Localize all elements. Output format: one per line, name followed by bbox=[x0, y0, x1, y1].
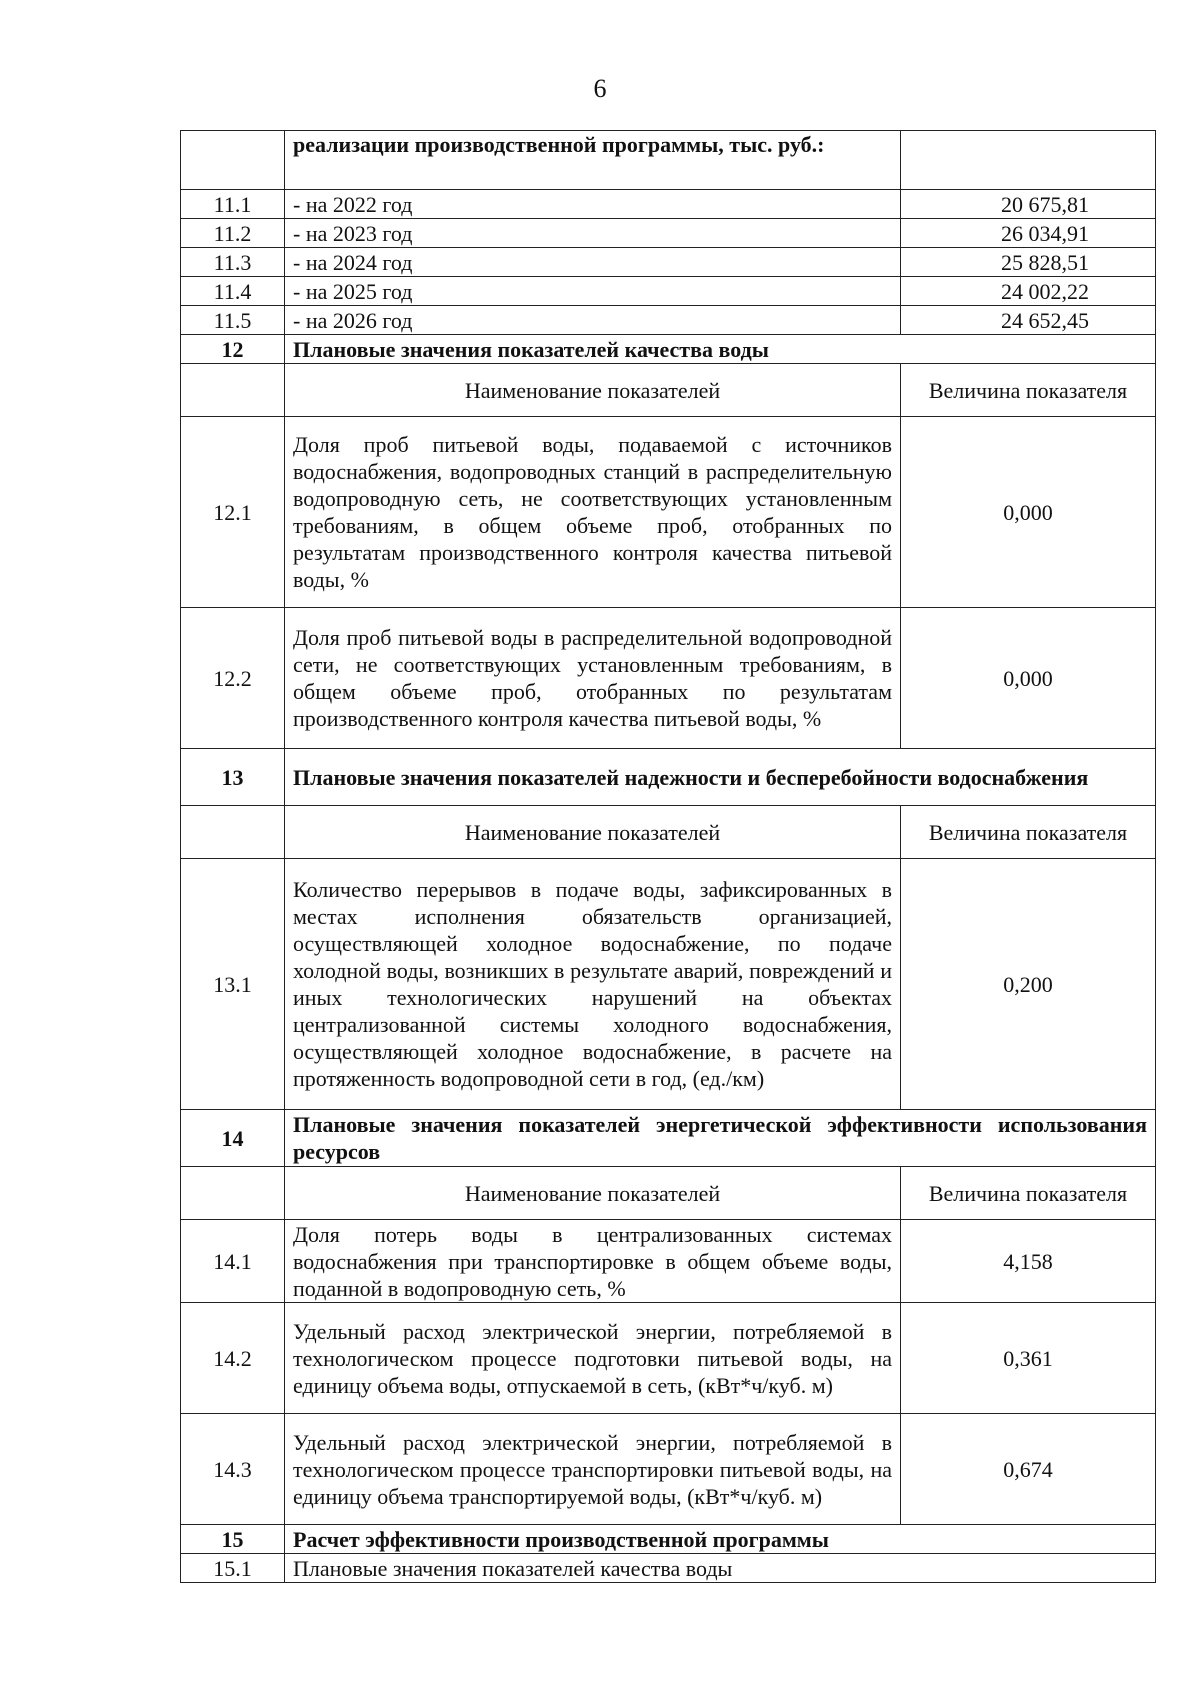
section-row-15 bbox=[181, 1525, 1156, 1554]
row-number: 14.1 bbox=[181, 1220, 285, 1303]
section-title: Плановые значения показателей энергетической эффективности использования ресурсов bbox=[285, 1110, 1156, 1167]
row-number: 11.5 bbox=[181, 306, 285, 335]
section-row-13 bbox=[181, 749, 1156, 806]
column-header-value: Величина показателя bbox=[901, 1167, 1156, 1220]
row-label: - на 2023 год bbox=[285, 219, 901, 248]
row-value: 20 675,81 bbox=[901, 190, 1156, 219]
row-label: - на 2026 год bbox=[285, 306, 901, 335]
row-label: Удельный расход электрической энергии, потребляемой в технологическом процессе подготовки питьевой воды, на единицу объема воды, отпускаемой в сеть, (кВт*ч/куб. м) bbox=[285, 1303, 901, 1414]
table-row bbox=[181, 608, 1156, 749]
row-label: Количество перерывов в подаче воды, зафиксированных в местах исполнения обязательств организацией, осуществляющей холодное водоснабжение, по подаче холодной воды, возникших в результате аварий, повреждений и иных технологических нарушений на объектах централизованной системы холодного водоснабжения, осуществляющей холодное водоснабжение, в расчете на протяженность водопроводной сети в год, (ед./км) bbox=[285, 859, 901, 1110]
row-value: 25 828,51 bbox=[901, 248, 1156, 277]
row-number: 13.1 bbox=[181, 859, 285, 1110]
table-row bbox=[181, 219, 1156, 248]
row-number: 11.4 bbox=[181, 277, 285, 306]
row-number: 14.3 bbox=[181, 1414, 285, 1525]
row-label: Удельный расход электрической энергии, потребляемой в технологическом процессе транспортировки питьевой воды, на единицу объема транспортируемой воды, (кВт*ч/куб. м) bbox=[285, 1414, 901, 1525]
row-label: Доля проб питьевой воды, подаваемой с источников водоснабжения, водопроводных станций в распределительную водопроводную сеть, не соответствующих установленным требованиям, в общем объеме проб, отобранных по результатам производственного контроля качества питьевой воды, % bbox=[285, 417, 901, 608]
table-row bbox=[181, 277, 1156, 306]
column-header-name: Наименование показателей bbox=[285, 806, 901, 859]
row-value: 24 002,22 bbox=[901, 277, 1156, 306]
row-value: 0,674 bbox=[901, 1414, 1156, 1525]
row-number-cell bbox=[181, 1167, 285, 1220]
column-header-name: Наименование показателей bbox=[285, 364, 901, 417]
row-number-cell bbox=[181, 806, 285, 859]
row-number: 14.2 bbox=[181, 1303, 285, 1414]
section-number: 12 bbox=[181, 335, 285, 364]
intro-text: реализации производственной программы, тыс. руб.: bbox=[285, 131, 901, 190]
section-number: 13 bbox=[181, 749, 285, 806]
column-header-value: Величина показателя bbox=[901, 806, 1156, 859]
column-header-row bbox=[181, 364, 1156, 417]
table-row bbox=[181, 1220, 1156, 1303]
column-header-name: Наименование показателей bbox=[285, 1167, 901, 1220]
row-label: Доля потерь воды в централизованных системах водоснабжения при транспортировке в общем объеме воды, поданной в водопроводную сеть, % bbox=[285, 1220, 901, 1303]
row-label: - на 2025 год bbox=[285, 277, 901, 306]
row-label: Плановые значения показателей качества воды bbox=[285, 1554, 1156, 1583]
section-title: Плановые значения показателей качества воды bbox=[285, 335, 1156, 364]
row-value: 26 034,91 bbox=[901, 219, 1156, 248]
row-label: Доля проб питьевой воды в распределительной водопроводной сети, не соответствующих установленным требованиям, в общем объеме проб, отобранных по результатам производственного контроля качества питьевой воды, % bbox=[285, 608, 901, 749]
section-title: Плановые значения показателей надежности и бесперебойности водоснабжения bbox=[285, 749, 1156, 806]
table-row bbox=[181, 131, 1156, 190]
table-row bbox=[181, 190, 1156, 219]
value-cell bbox=[901, 131, 1156, 190]
table-row bbox=[181, 1303, 1156, 1414]
table-row bbox=[181, 417, 1156, 608]
table-row bbox=[181, 306, 1156, 335]
section-title: Расчет эффективности производственной программы bbox=[285, 1525, 1156, 1554]
page-number: 6 bbox=[593, 74, 607, 103]
table-row bbox=[181, 859, 1156, 1110]
row-number-cell bbox=[181, 364, 285, 417]
table-row bbox=[181, 248, 1156, 277]
row-number: 11.1 bbox=[181, 190, 285, 219]
column-header-value: Величина показателя bbox=[901, 364, 1156, 417]
row-value: 0,000 bbox=[901, 417, 1156, 608]
table-row bbox=[181, 1414, 1156, 1525]
section-number: 15 bbox=[181, 1525, 285, 1554]
row-number: 15.1 bbox=[181, 1554, 285, 1583]
row-value: 24 652,45 bbox=[901, 306, 1156, 335]
table-row bbox=[181, 1554, 1156, 1583]
column-header-row bbox=[181, 806, 1156, 859]
row-number: 12.2 bbox=[181, 608, 285, 749]
row-value: 0,000 bbox=[901, 608, 1156, 749]
row-number: 12.1 bbox=[181, 417, 285, 608]
row-number: 11.2 bbox=[181, 219, 285, 248]
row-number-cell bbox=[181, 131, 285, 190]
row-value: 0,361 bbox=[901, 1303, 1156, 1414]
row-value: 4,158 bbox=[901, 1220, 1156, 1303]
row-label: - на 2024 год bbox=[285, 248, 901, 277]
section-row-12 bbox=[181, 335, 1156, 364]
section-row-14 bbox=[181, 1110, 1156, 1167]
column-header-row bbox=[181, 1167, 1156, 1220]
production-program-table bbox=[180, 130, 1156, 1583]
row-value: 0,200 bbox=[901, 859, 1156, 1110]
section-number: 14 bbox=[181, 1110, 285, 1167]
row-number: 11.3 bbox=[181, 248, 285, 277]
row-label: - на 2022 год bbox=[285, 190, 901, 219]
